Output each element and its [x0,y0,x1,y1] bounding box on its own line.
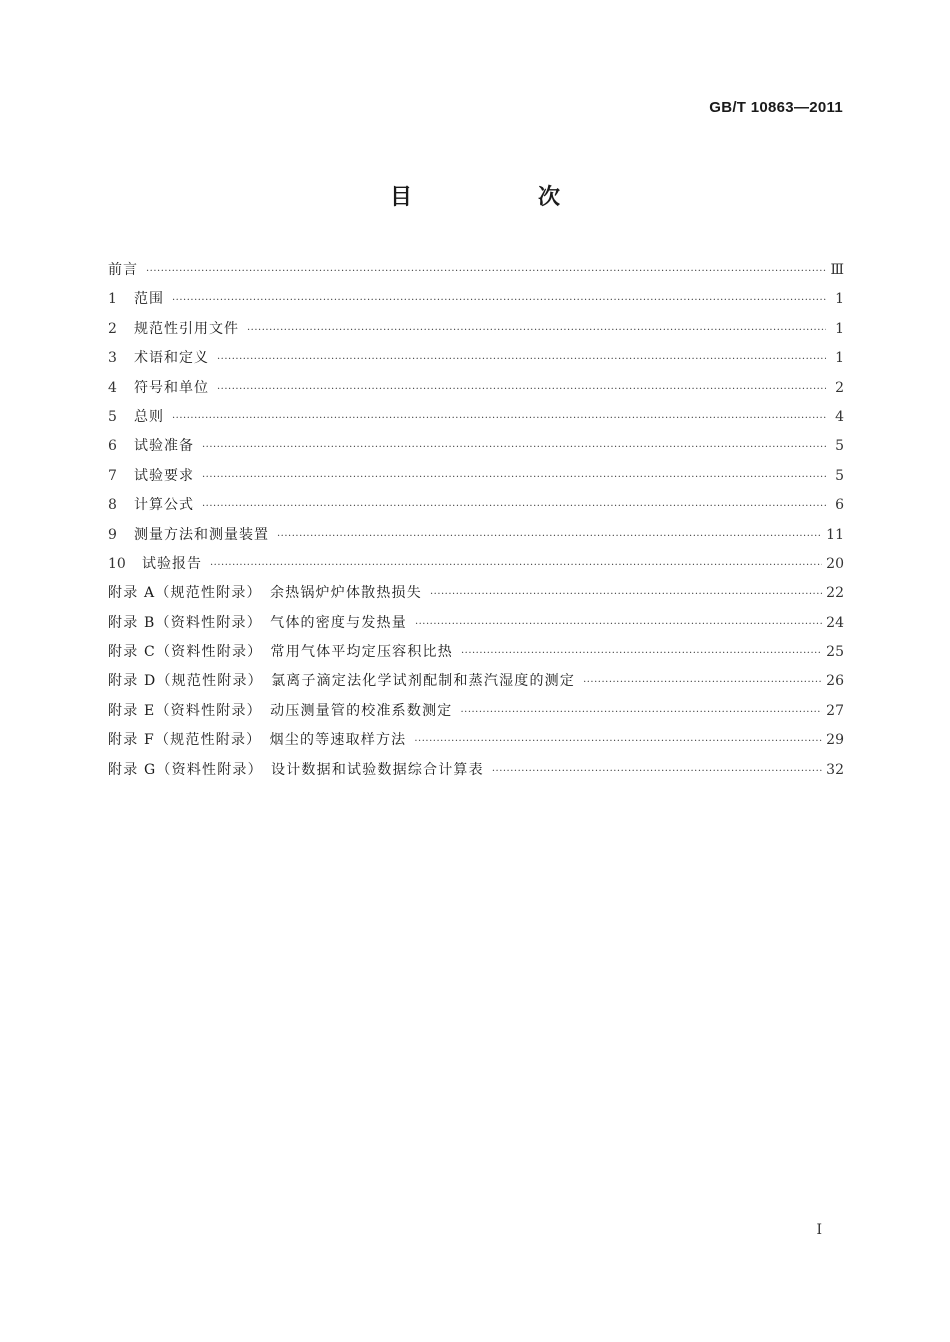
toc-item-appendix-a[interactable] [108,579,844,608]
leader-dots [583,668,822,697]
leader-dots [461,639,822,668]
toc-section-number: 5 [108,408,117,425]
toc-item-6[interactable] [108,432,844,461]
toc-label: 附录 C（资料性附录） 常用气体平均定压容积比热 [108,644,453,661]
leader-dots [202,433,826,462]
toc-item-appendix-d[interactable] [108,667,844,696]
toc-page-number: 4 [835,408,844,425]
leader-dots [172,404,826,433]
toc-page-number: 1 [835,350,844,367]
toc-item-9[interactable] [108,521,844,550]
toc-section-number: 7 [108,467,117,484]
toc-section-number: 6 [108,438,117,455]
toc-item-8[interactable] [108,491,844,520]
toc-page-number: 2 [835,379,844,396]
toc-page-number: 26 [826,673,844,690]
toc-item-7[interactable] [108,462,844,491]
toc-label: 术语和定义 [134,350,209,367]
toc-item-2[interactable] [108,315,844,344]
page-number: I [816,1222,822,1238]
toc-section-number: 3 [108,350,117,367]
toc-page-number: 6 [835,497,844,514]
toc-item-appendix-g[interactable] [108,756,844,785]
toc-label: 试验报告 [142,555,202,572]
leader-dots [414,727,822,756]
toc-label: 附录 A（规范性附录） 余热锅炉炉体散热损失 [108,585,422,602]
toc-page-number: 20 [826,555,844,572]
leader-dots [202,492,826,521]
toc-label: 附录 E（资料性附录） 动压测量管的校准系数测定 [108,702,453,719]
toc-page-number: 5 [835,438,844,455]
standard-code: GB/T 10863—2011 [709,99,843,116]
toc-label: 附录 B（资料性附录） 气体的密度与发热量 [108,614,407,631]
toc-item-foreword[interactable] [108,256,844,285]
leader-dots [217,345,826,374]
toc-section-number: 2 [108,320,117,337]
toc-label: 附录 F（规范性附录） 烟尘的等速取样方法 [108,732,407,749]
leader-dots [217,375,826,404]
toc-label: 计算公式 [134,497,194,514]
toc-page-number: 27 [826,702,844,719]
leader-dots [172,286,826,315]
leader-dots [247,316,826,345]
toc-label: 范围 [134,291,164,308]
toc-item-4[interactable] [108,374,844,403]
toc-page-number: 1 [835,320,844,337]
leader-dots [460,698,822,727]
toc-page-number: 25 [826,644,844,661]
toc-item-1[interactable] [108,285,844,314]
page-title: 目 次 [389,185,612,210]
leader-dots [492,757,822,786]
table-of-contents [108,256,844,785]
toc-page-number: 1 [835,291,844,308]
toc-label: 符号和单位 [134,379,209,396]
leader-dots [202,463,826,492]
leader-dots [146,257,826,286]
toc-page-number: 5 [835,467,844,484]
toc-label: 总则 [134,408,164,425]
toc-page-number: 24 [826,614,844,631]
toc-item-10[interactable] [108,550,844,579]
toc-page-number: 22 [826,585,844,602]
leader-dots [430,580,822,609]
toc-section-number: 1 [108,291,117,308]
toc-section-number: 10 [108,555,126,572]
toc-item-appendix-c[interactable] [108,638,844,667]
toc-section-number: 8 [108,497,117,514]
toc-label: 试验要求 [134,467,194,484]
toc-label: 前言 [108,262,138,278]
leader-dots [277,522,822,551]
toc-page-number: Ⅲ [830,262,844,278]
toc-page-number: 29 [826,732,844,749]
toc-item-appendix-e[interactable] [108,697,844,726]
toc-page-number: 32 [826,761,844,778]
toc-label: 试验准备 [134,438,194,455]
toc-label: 附录 D（规范性附录） 氯离子滴定法化学试剂配制和蒸汽湿度的测定 [108,673,576,690]
toc-label: 测量方法和测量装置 [134,526,269,543]
toc-label: 规范性引用文件 [134,320,239,337]
toc-item-5[interactable] [108,403,844,432]
leader-dots [210,551,822,580]
toc-label: 附录 G（资料性附录） 设计数据和试验数据综合计算表 [108,761,484,778]
leader-dots [415,610,822,639]
toc-item-3[interactable] [108,344,844,373]
toc-item-appendix-f[interactable] [108,726,844,755]
toc-page-number: 11 [826,526,844,543]
toc-section-number: 9 [108,526,117,543]
toc-item-appendix-b[interactable] [108,609,844,638]
toc-section-number: 4 [108,379,117,396]
